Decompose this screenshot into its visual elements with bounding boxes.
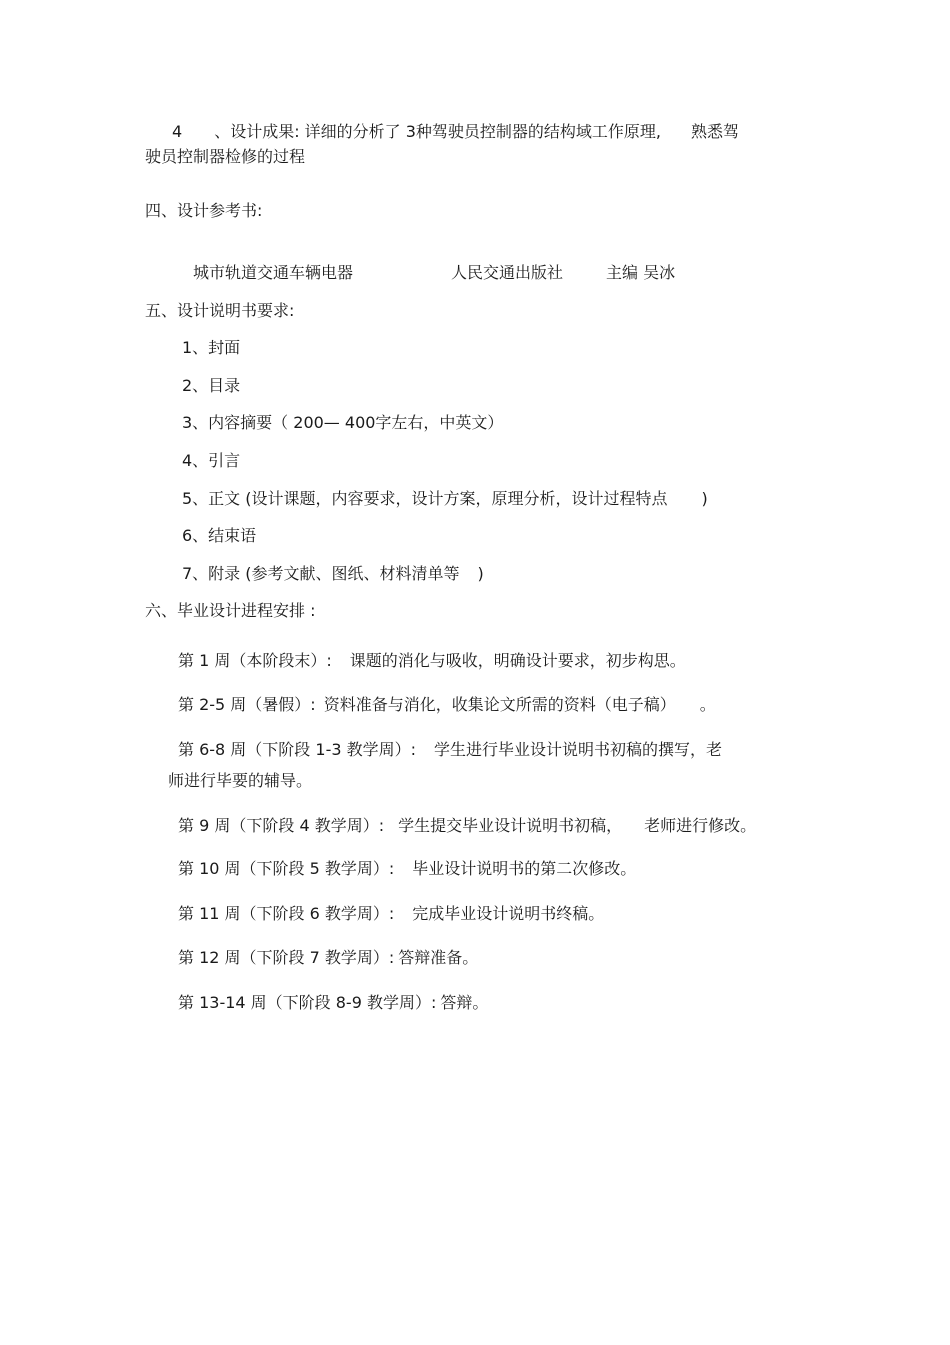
schedule-week: 第 1 周（本阶段末）: [178, 651, 332, 670]
schedule-row [178, 859, 636, 879]
schedule-row-continuation: 师进行毕要的辅导。 [168, 771, 313, 790]
schedule-row [178, 948, 478, 968]
item-text-tail: 熟悉驾 [691, 122, 740, 141]
schedule-row [178, 740, 722, 760]
design-result-continuation: 驶员控制器检修的过程 [145, 147, 306, 166]
schedule-week: 第 9 周（下阶段 4 教学周）: [178, 816, 385, 835]
requirement-item-close: ) [477, 564, 484, 583]
requirement-item [182, 564, 484, 584]
requirement-item: 6、结束语 [182, 526, 257, 545]
requirement-item: 4、引言 [182, 451, 241, 470]
schedule-task-tail: 老师进行修改。 [644, 816, 757, 835]
schedule-task: 资料准备与消化，收集论文所需的资料（电子稿） [323, 695, 676, 714]
requirement-item-close: ) [701, 489, 708, 508]
schedule-week: 第 12 周（下阶段 7 教学周）: [178, 948, 395, 967]
schedule-week: 第 6-8 周（下阶段 1-3 教学周）: [178, 740, 417, 759]
schedule-week: 第 10 周（下阶段 5 教学周）: [178, 859, 395, 878]
requirement-item: 2、目录 [182, 376, 241, 395]
section-heading-references: 四、设计参考书: [145, 201, 263, 220]
section-heading-manual-requirements: 五、设计说明书要求: [145, 301, 295, 320]
schedule-row [178, 816, 756, 836]
schedule-task: 课题的消化与吸收，明确设计要求，初步构思。 [349, 651, 686, 670]
section-heading-schedule: 六、毕业设计进程安排 : [145, 601, 316, 620]
requirement-item-text: 5、正文 (设计课题，内容要求，设计方案，原理分析，设计过程特点 [182, 489, 668, 508]
schedule-task: 完成毕业设计说明书终稿。 [412, 904, 605, 923]
schedule-week: 第 2-5 周（暑假）: [178, 695, 316, 714]
item-text: 、设计成果: 详细的分析了 3种驾驶员控制器的结构域工作原理, [214, 122, 662, 141]
schedule-week: 第 13-14 周（下阶段 8-9 教学周）: [178, 993, 437, 1012]
schedule-week: 第 11 周（下阶段 6 教学周）: [178, 904, 395, 923]
schedule-row [178, 993, 488, 1013]
reference-book-publisher: 人民交通出版社 [451, 263, 564, 282]
requirement-item-text: 7、附录 (参考文献、图纸、材料清单等 [182, 564, 460, 583]
design-result-item [172, 122, 739, 142]
schedule-task: 毕业设计说明书的第二次修改。 [412, 859, 637, 878]
schedule-task: 答辩准备。 [398, 948, 479, 967]
item-number: 4 [172, 122, 183, 141]
schedule-row [178, 695, 716, 715]
schedule-row [178, 904, 604, 924]
requirement-item: 1、封面 [182, 338, 241, 357]
requirement-item [182, 489, 708, 509]
requirement-item: 3、内容摘要（ 200— 400字左右，中英文） [182, 413, 504, 432]
schedule-task-tail: 。 [699, 695, 716, 714]
reference-book-title: 城市轨道交通车辆电器 [193, 263, 354, 282]
reference-book-editor: 主编 吴冰 [606, 263, 676, 282]
schedule-task: 学生提交毕业设计说明书初稿， [398, 816, 623, 835]
schedule-task: 学生进行毕业设计说明书初稿的撰写，老 [434, 740, 723, 759]
schedule-task: 答辩。 [440, 993, 489, 1012]
schedule-row [178, 651, 686, 671]
